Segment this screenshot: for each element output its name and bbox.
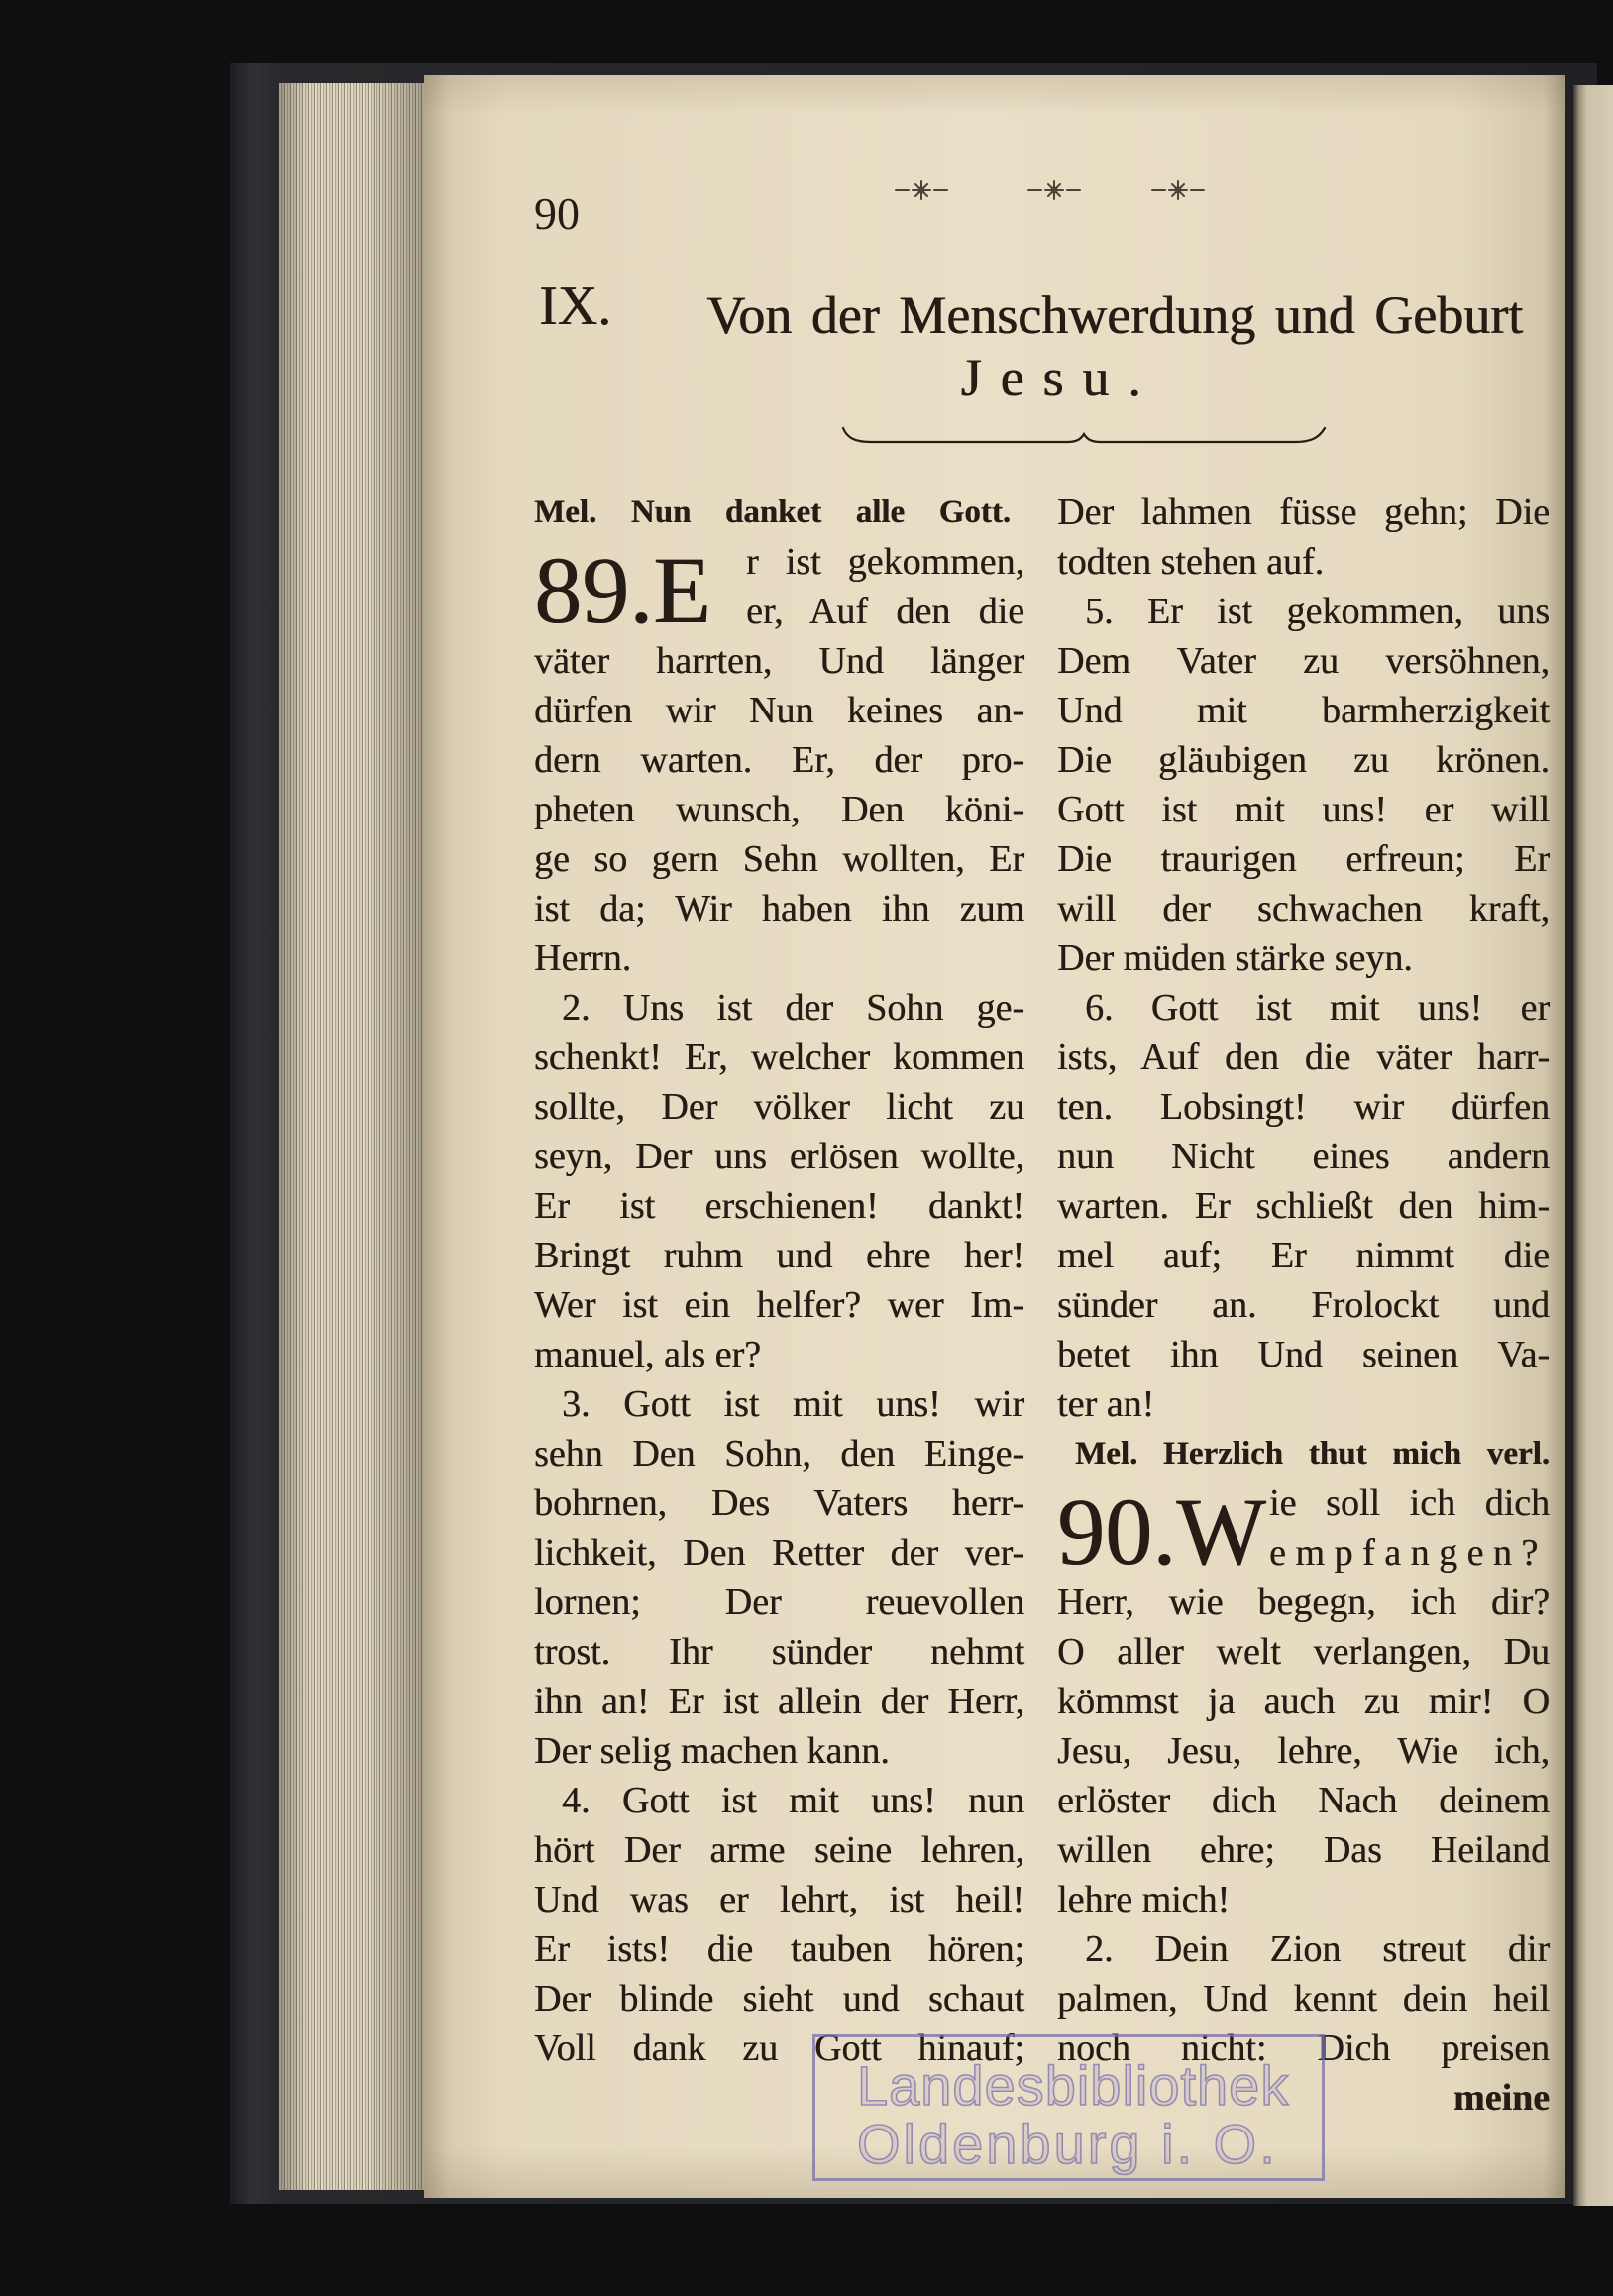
page-number: 90: [534, 188, 580, 239]
drop-initial: E: [653, 537, 711, 643]
hymn-number-initial: [534, 537, 711, 643]
stanza-start-line: 5. Er ist gekommen, uns: [1085, 591, 1550, 632]
text-line: Und mit barmherzigkeit: [1057, 690, 1550, 731]
text-line: ist da; Wir haben ihn zum: [534, 888, 1024, 929]
text-line: Voll dank zu Gott hinauf;: [534, 2027, 1024, 2069]
drop-initial: W: [1176, 1478, 1266, 1585]
text-line: Dem Vater zu versöhnen,: [1057, 640, 1550, 682]
text-line: schenkt! Er, welcher kommen: [534, 1037, 1024, 1078]
text-line: O aller welt verlangen, Du: [1057, 1631, 1550, 1673]
text-line: lornen; Der reuevollen: [534, 1582, 1024, 1623]
text-line: noch nicht: Dich preisen: [1057, 2027, 1550, 2069]
text-line: Herr, wie begegn, ich dir?: [1057, 1582, 1550, 1623]
text-line: warten. Er schließt den him-: [1057, 1185, 1550, 1227]
text-line: erlöster dich Nach deinem: [1057, 1780, 1550, 1821]
text-line: ie soll ich dich: [1269, 1482, 1550, 1524]
chapter-title: Von der Menschwerdung und Geburt: [706, 285, 1523, 345]
melody-line: Mel. Herzlich thut mich verl.: [1075, 1436, 1550, 1472]
text-line: dürfen wir Nun keines an-: [534, 690, 1024, 731]
text-line: Jesu, Jesu, lehre, Wie ich,: [1057, 1730, 1550, 1772]
hymn-opening: [534, 537, 1024, 643]
text-line: bohrnen, Des Vaters herr-: [534, 1482, 1024, 1524]
text-line: Bringt ruhm und ehre her!: [534, 1235, 1024, 1276]
text-line: Die gläubigen zu krönen.: [1057, 739, 1550, 781]
text-line: Die traurigen erfreun; Er: [1057, 838, 1550, 880]
text-line: Der müden stärke seyn.: [1057, 937, 1413, 979]
text-line: Er ist erschienen! dankt!: [534, 1185, 1024, 1227]
page-edges: [279, 83, 426, 2190]
text-line: ihn an! Er ist allein der Herr,: [534, 1681, 1024, 1722]
text-line: Der lahmen füsse gehn; Die: [1057, 492, 1550, 533]
text-line: dern warten. Er, der pro-: [534, 739, 1024, 781]
text-line: ge so gern Sehn wollten, Er: [534, 838, 1024, 880]
text-line: empfangen?: [1269, 1532, 1548, 1574]
right-column: [1057, 488, 1550, 2123]
swelled-rule-icon: [837, 424, 1333, 454]
text-line: sehn Den Sohn, den Einge-: [534, 1433, 1024, 1475]
text-line: lichkeit, Den Retter der ver-: [534, 1532, 1024, 1574]
text-line: väter harrten, Und länger: [534, 640, 1024, 682]
stamp-line: Oldenburg i. O.: [857, 2113, 1278, 2175]
text-line: Gott ist mit uns! er will: [1057, 789, 1550, 830]
text-line: er, Auf den die: [746, 591, 1024, 632]
text-line: sünder an. Frolockt und: [1057, 1284, 1550, 1326]
stanza-start-line: 2. Uns ist der Sohn ge-: [562, 987, 1024, 1029]
text-line: ists, Auf den die väter harr-: [1057, 1037, 1550, 1078]
text-line: palmen, Und kennt dein heil: [1057, 1978, 1550, 2020]
flower-ornament-icon: [872, 176, 1209, 206]
text-line: trost. Ihr sünder nehmt: [534, 1631, 1024, 1673]
hymn-opening: [1057, 1478, 1550, 1585]
text-line: todten stehen auf.: [1057, 541, 1325, 583]
text-line: Der selig machen kann.: [534, 1730, 890, 1772]
chapter-title-continued: Jesu.: [960, 348, 1160, 407]
text-line: sollte, Der völker licht zu: [534, 1086, 1024, 1128]
text-line: betet ihn Und seinen Va-: [1057, 1334, 1550, 1375]
text-line: seyn, Der uns erlösen wollte,: [534, 1136, 1024, 1177]
text-line: hört Der arme seine lehren,: [534, 1829, 1024, 1871]
chapter-numeral: IX.: [539, 275, 612, 337]
text-line: ter an!: [1057, 1383, 1155, 1425]
text-line: r ist gekommen,: [746, 541, 1024, 583]
hymn-number: 89.: [534, 537, 653, 643]
text-line: ten. Lobsingt! wir dürfen: [1057, 1086, 1550, 1128]
text-line: Wer ist ein helfer? wer Im-: [534, 1284, 1024, 1326]
left-column: [534, 488, 1024, 2073]
text-line: Er ists! die tauben hören;: [534, 1928, 1024, 1970]
text-line: Herrn.: [534, 937, 632, 979]
facing-page-edge: [1573, 85, 1613, 2206]
text-line: nun Nicht eines andern: [1057, 1136, 1550, 1177]
catchword: meine: [1452, 2077, 1550, 2119]
text-line: pheten wunsch, Den köni-: [534, 789, 1024, 830]
text-line: Der blinde sieht und schaut: [534, 1978, 1024, 2020]
hymn-number-initial: [1057, 1478, 1266, 1585]
text-line: will der schwachen kraft,: [1057, 888, 1550, 929]
stanza-start-line: 2. Dein Zion streut dir: [1085, 1928, 1550, 1970]
stanza-start-line: 3. Gott ist mit uns! wir: [562, 1383, 1024, 1425]
book-page: [424, 75, 1565, 2198]
text-line: mel auf; Er nimmt die: [1057, 1235, 1550, 1276]
melody-line: Mel. Nun danket alle Gott.: [534, 494, 1011, 530]
stanza-start-line: 4. Gott ist mit uns! nun: [562, 1780, 1024, 1821]
text-line: kömmst ja auch zu mir! O: [1057, 1681, 1550, 1722]
text-line: willen ehre; Das Heiland: [1057, 1829, 1550, 1871]
stamp-line: Landesbibliothek: [857, 2054, 1290, 2117]
text-line: lehre mich!: [1057, 1879, 1231, 1920]
text-line: manuel, als er?: [534, 1334, 761, 1375]
stanza-start-line: 6. Gott ist mit uns! er: [1085, 987, 1550, 1029]
text-line: Und was er lehrt, ist heil!: [534, 1879, 1024, 1920]
library-stamp: [812, 2034, 1325, 2181]
hymn-number: 90.: [1057, 1478, 1176, 1585]
